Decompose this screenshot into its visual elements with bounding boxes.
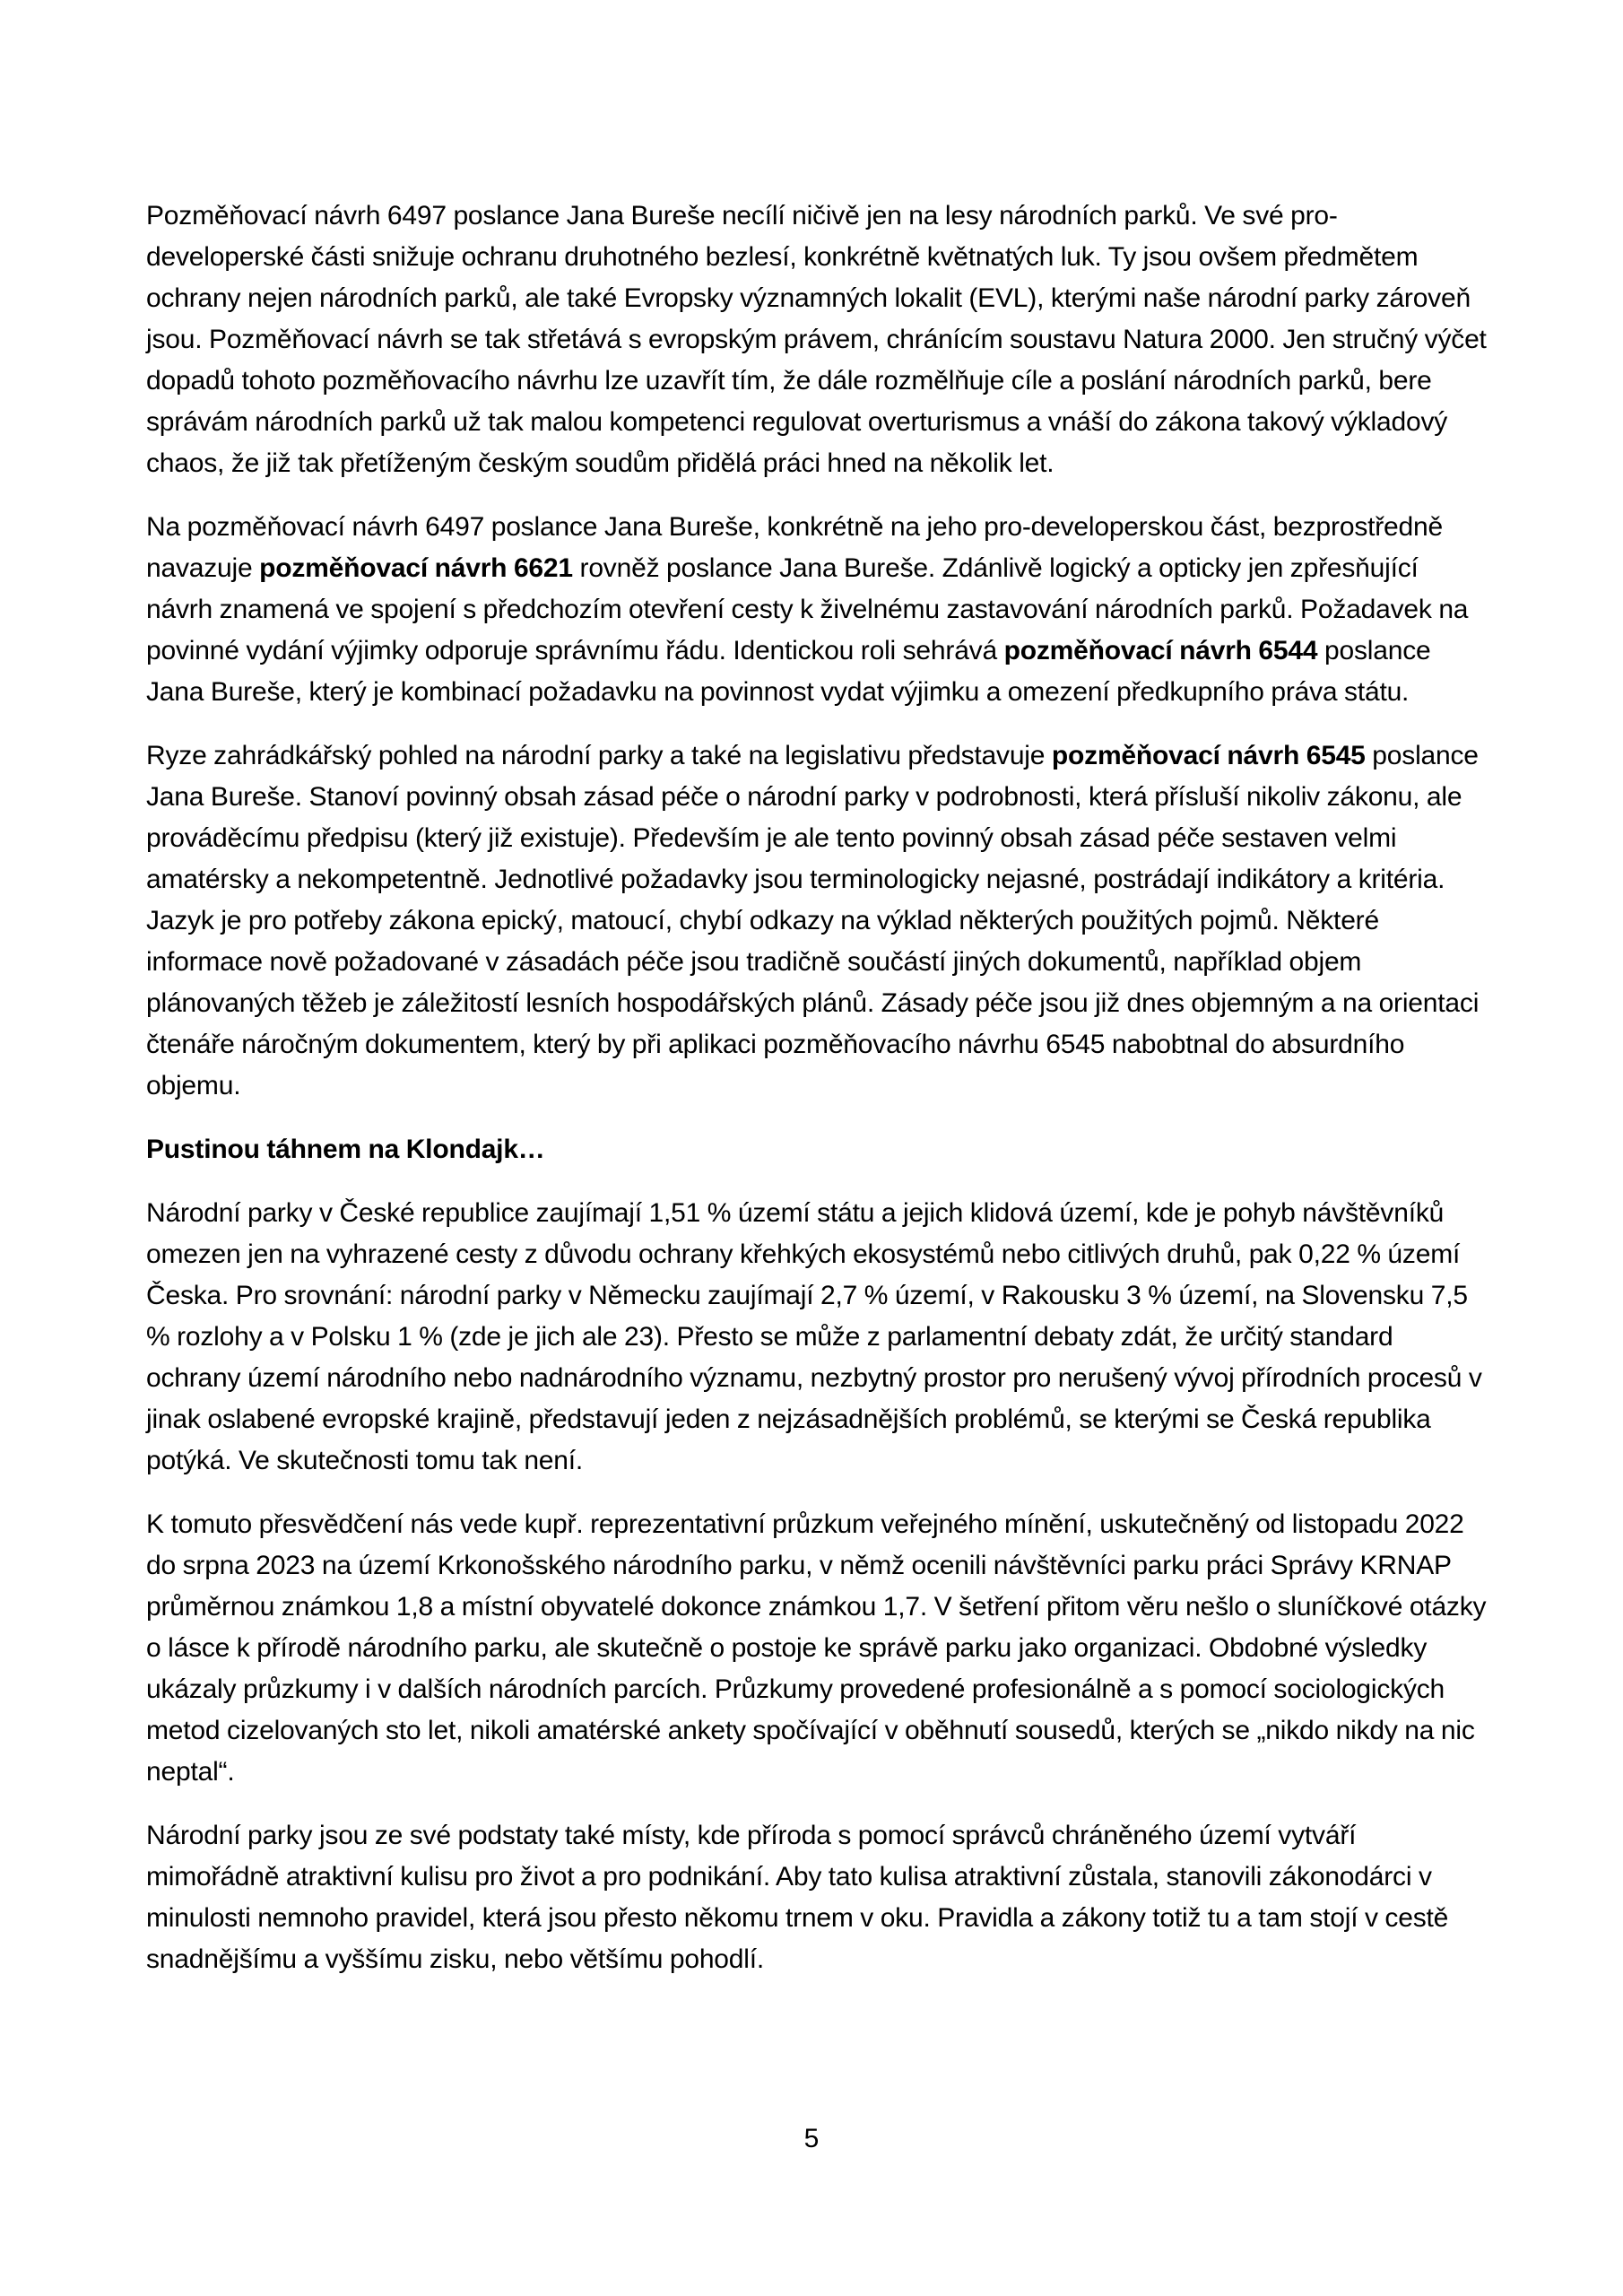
paragraph-7 [146,1815,1488,1980]
text-run: K tomuto přesvědčení nás vede kupř. reprezentativní průzkum veřejného mínění, uskutečněný od listopadu 2022 do srpna 2023 na území Krkonošského národního parku, v němž ocenili návštěvníci parku práci Správy KRNAP průměrnou známkou 1,8 a místní obyvatelé dokonce známkou 1,7. V šetření přitom věru nešlo o sluníčkové otázky o lásce k přírodě národního parku, ale skutečně o postoje ke správě parku jako organizaci. Obdobné výsledky ukázaly průzkumy i v dalších národních parcích. Průzkumy provedené profesionálně a s pomocí sociologických metod cizelovaných sto let, nikoli amatérské ankety spočívající v oběhnutí sousedů, kterých se „nikdo nikdy na nic neptal“. [146,1509,1487,1787]
paragraph-3 [146,735,1488,1107]
bold-text-run: pozměňovací návrh 6621 [259,553,573,583]
bold-text-run: pozměňovací návrh 6545 [1051,741,1366,770]
text-run: Na pozměňovací návrh 6497 poslance Jana Bureše, konkrétně na jeho pro-developerskou část, bezprostředně navazuje [146,512,1443,583]
bold-text-run: Pustinou táhnem na Klondajk… [146,1135,545,1164]
bold-text-run: pozměňovací návrh 6544 [1003,636,1318,665]
paragraph-5 [146,1193,1488,1482]
text-run: poslance Jana Bureše, který je kombinací požadavku na povinnost vydat výjimku a omezení předkupního práva státu. [146,636,1431,707]
paragraph-1 [146,196,1488,484]
page-number: 5 [803,2124,820,2153]
text-run: Pozměňovací návrh 6497 poslance Jana Bureše necílí ničivě jen na lesy národních parků. Ve své pro-developerské části snižuje ochranu druhotného bezlesí, konkrétně květnatých luk. Ty jsou ovšem předmětem ochrany nejen národních parků, ale také Evropsky významných lokalit (EVL), kterými naše národní parky zároveň jsou. Pozměňovací návrh se tak střetává s evropským právem, chránícím soustavu Natura 2000. Jen stručný výčet dopadů tohoto pozměňovacího návrhu lze uzavřít tím, že dále rozmělňuje cíle a poslání národních parků, bere správám národních parků už tak malou kompetenci regulovat overturismus a vnáší do zákona takový výkladový chaos, že již tak přetíženým českým soudům přidělá práci hned na několik let. [146,201,1487,478]
text-run: Ryze zahrádkářský pohled na národní parky a také na legislativu představuje [146,741,1052,770]
paragraph-6 [146,1504,1488,1793]
document-body [146,196,1488,2003]
text-run: rovněž poslance Jana Bureše. Zdánlivě logický a opticky jen zpřesňující návrh znamená ve spojení s předchozím otevření cesty k živelnému zastavování národních parků. Požadavek na povinné vydání výjimky odporuje správnímu řádu. Identickou roli sehrává [146,553,1469,665]
page-number-footer [0,2118,1623,2160]
text-run: poslance Jana Bureše. Stanoví povinný obsah zásad péče o národní parky v podrobnosti, která přísluší nikoliv zákonu, ale prováděcímu předpisu (který již existuje). Především je ale tento povinný obsah zásad péče sestaven velmi amatérsky a nekompetentně. Jednotlivé požadavky jsou terminologicky nejasné, postrádají indikátory a kritéria. Jazyk je pro potřeby zákona epický, matoucí, chybí odkazy na výklad některých použitých pojmů. Některé informace nově požadované v zásadách péče jsou tradičně součástí jiných dokumentů, například objem plánovaných těžeb je záležitostí lesních hospodářských plánů. Zásady péče jsou již dnes objemným a na orientaci čtenáře náročným dokumentem, který by při aplikaci pozměňovacího návrhu 6545 nabobtnal do absurdního objemu. [146,741,1480,1100]
text-run: Národní parky v České republice zaujímají 1,51 % území státu a jejich klidová území, kde je pohyb návštěvníků omezen jen na vyhrazené cesty z důvodu ochrany křehkých ekosystémů nebo citlivých druhů, pak 0,22 % území Česka. Pro srovnání: národní parky v Německu zaujímají 2,7 % území, v Rakousku 3 % území, na Slovensku 7,5 % rozlohy a v Polsku 1 % (zde je jich ale 23). Přesto se může z parlamentní debaty zdát, že určitý standard ochrany území národního nebo nadnárodního významu, nezbytný prostor pro nerušený vývoj přírodních procesů v jinak oslabené evropské krajině, představují jeden z nejzásadnějších problémů, se kterými se Česká republika potýká. Ve skutečnosti tomu tak není. [146,1198,1482,1475]
section-heading [146,1129,1488,1170]
text-run: Národní parky jsou ze své podstaty také místy, kde příroda s pomocí správců chráněného území vytváří mimořádně atraktivní kulisu pro život a pro podnikání. Aby tato kulisa atraktivní zůstala, stanovili zákonodárci v minulosti nemnoho pravidel, která jsou přesto někomu trnem v oku. Pravidla a zákony totiž tu a tam stojí v cestě snadnějšímu a vyššímu zisku, nebo většímu pohodlí. [146,1821,1449,1974]
paragraph-2 [146,507,1488,713]
